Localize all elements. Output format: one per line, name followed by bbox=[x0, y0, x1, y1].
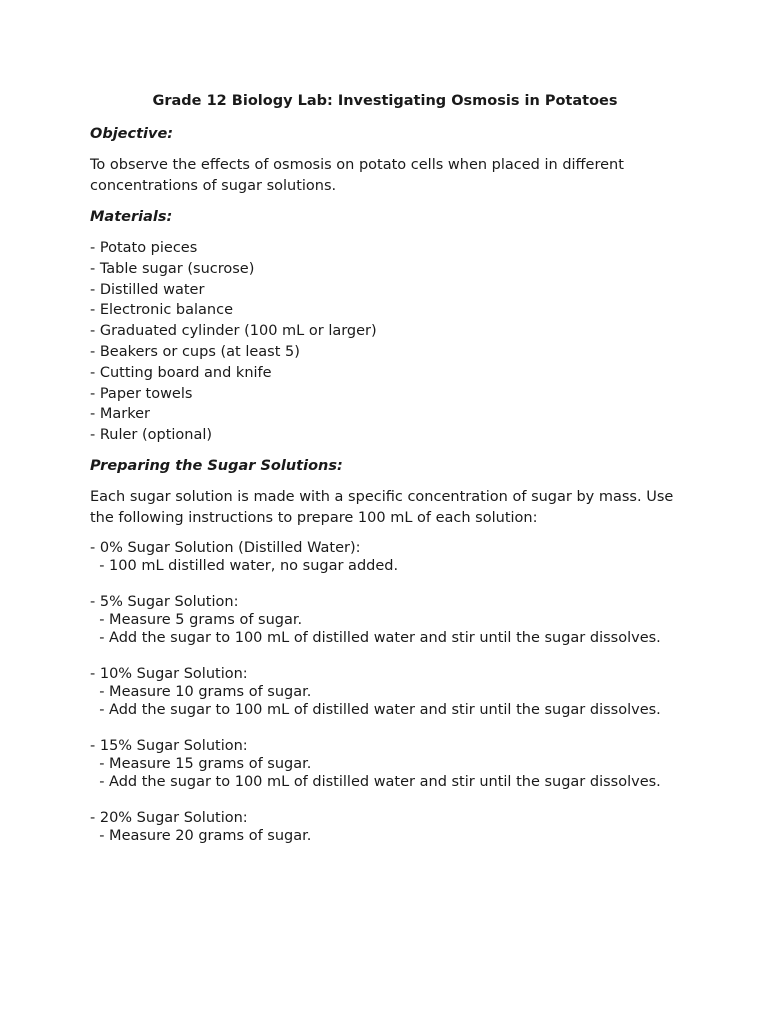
solution-step: - Measure 20 grams of sugar. bbox=[90, 827, 312, 844]
materials-item: - Graduated cylinder (100 mL or larger) bbox=[90, 323, 377, 340]
solution-block-10 bbox=[90, 665, 680, 719]
materials-item: - Ruler (optional) bbox=[90, 427, 213, 444]
document-title: Grade 12 Biology Lab: Investigating Osmosis in Potatoes bbox=[152, 93, 618, 109]
preparing-intro: Each sugar solution is made with a specific concentration of sugar by mass. Use the following instructions to prepare 100 mL of each solution: bbox=[90, 488, 674, 526]
objective-heading: Objective: bbox=[90, 126, 174, 142]
solution-title: - 5% Sugar Solution: bbox=[90, 593, 239, 610]
solution-step: - 100 mL distilled water, no sugar added. bbox=[90, 557, 399, 574]
solution-step: - Measure 10 grams of sugar. bbox=[90, 683, 312, 700]
solution-block-0 bbox=[90, 539, 680, 575]
preparing-heading: Preparing the Sugar Solutions: bbox=[90, 457, 343, 474]
materials-item: - Distilled water bbox=[90, 281, 205, 298]
materials-item: - Beakers or cups (at least 5) bbox=[90, 343, 300, 360]
solution-title: - 10% Sugar Solution: bbox=[90, 665, 248, 682]
materials-item: - Cutting board and knife bbox=[90, 364, 272, 381]
solution-title: - 15% Sugar Solution: bbox=[90, 737, 248, 754]
materials-item: - Marker bbox=[90, 406, 150, 423]
solution-title: - 20% Sugar Solution: bbox=[90, 809, 248, 826]
materials-item: - Paper towels bbox=[90, 385, 193, 402]
materials-item: - Potato pieces bbox=[90, 240, 198, 256]
solution-step: - Measure 5 grams of sugar. bbox=[90, 611, 303, 628]
document-page bbox=[90, 90, 680, 863]
materials-list bbox=[90, 238, 680, 446]
solution-block-20 bbox=[90, 809, 680, 845]
solution-step: - Measure 15 grams of sugar. bbox=[90, 755, 312, 772]
materials-item: - Table sugar (sucrose) bbox=[90, 260, 255, 277]
solution-step: - Add the sugar to 100 mL of distilled water and stir until the sugar dissolves. bbox=[90, 701, 661, 718]
solution-title: - 0% Sugar Solution (Distilled Water): bbox=[90, 539, 361, 556]
solution-block-15 bbox=[90, 737, 680, 791]
materials-heading: Materials: bbox=[90, 209, 173, 225]
solution-step: - Add the sugar to 100 mL of distilled water and stir until the sugar dissolves. bbox=[90, 773, 661, 790]
objective-text: To observe the effects of osmosis on potato cells when placed in different concentrations of sugar solutions. bbox=[90, 157, 624, 194]
materials-item: - Electronic balance bbox=[90, 302, 234, 319]
solution-block-5 bbox=[90, 593, 680, 647]
solution-step: - Add the sugar to 100 mL of distilled water and stir until the sugar dissolves. bbox=[90, 629, 661, 646]
